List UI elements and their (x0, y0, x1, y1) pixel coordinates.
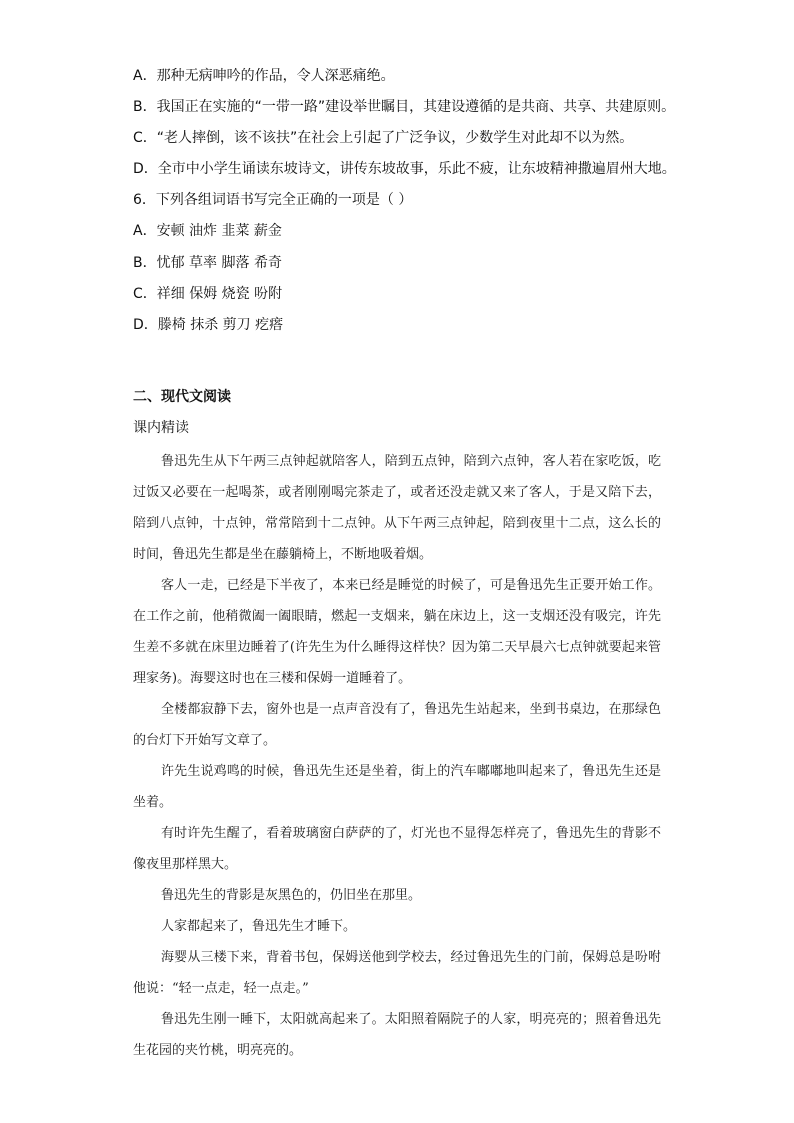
q6-stem: 6．下列各组词语书写完全正确的一项是（ ） (133, 192, 413, 208)
passage-paragraph-9: 鲁迅先生刚一睡下，太阳就高起来了。太阳照着隔院子的人家，明亮亮的；照着鲁迅先生花园的夹竹桃，明亮亮的。 (133, 1012, 661, 1058)
q6-option-b: B．忧郁 草率 脚落 希奇 (133, 255, 282, 271)
passage-paragraph-3: 全楼都寂静下去，窗外也是一点声音没有了，鲁迅先生站起来，坐到书桌边，在那绿色的台灯下开始写文章了。 (133, 702, 661, 748)
q5-option-d: D．全市中小学生诵读东坡诗文，讲传东坡故事，乐此不疲，让东坡精神撒遍眉州大地。 (133, 161, 676, 177)
section-subtitle: 课内精读 (133, 420, 189, 436)
q6-option-c: C．祥细 保姆 烧瓷 吩附 (133, 286, 283, 302)
passage-paragraph-6: 鲁迅先生的背影是灰黑色的，仍旧坐在那里。 (161, 888, 422, 903)
passage-paragraph-2: 客人一走，已经是下半夜了，本来已经是睡觉的时候了，可是鲁迅先生正要开始工作。在工作之前，他稍微阖一阖眼睛，燃起一支烟来，躺在床边上，这一支烟还没有吸完，许先生差不多就在床里边睡着了(许先生为什么睡得这样快？因为第二天早晨六七点钟就要起来管理家务)。海婴这时也在三楼和保姆一道睡着了。 (133, 578, 661, 686)
q5-option-b: B．我国正在实施的“一带一路”建设举世瞩目，其建设遵循的是共商、共享、共建原则。 (133, 99, 676, 115)
passage-paragraph-5: 有时许先生醒了，看着玻璃窗白萨萨的了，灯光也不显得怎样亮了，鲁迅先生的背影不像夜里那样黑大。 (133, 826, 661, 872)
q5-option-c: C．“老人摔倒，该不该扶”在社会上引起了广泛争议，少数学生对此却不以为然。 (133, 130, 634, 146)
passage-paragraph-8: 海婴从三楼下来，背着书包，保姆送他到学校去，经过鲁迅先生的门前，保姆总是吩咐他说：“轻一点走，轻一点走。” (133, 950, 661, 996)
passage-paragraph-7: 人家都起来了，鲁迅先生才睡下。 (161, 919, 357, 934)
q6-option-a: A．安顿 油炸 韭菜 薪金 (133, 223, 282, 239)
section-title: 二、现代文阅读 (133, 389, 231, 405)
passage-paragraph-4: 许先生说鸡鸣的时候，鲁迅先生还是坐着，街上的汽车嘟嘟地叫起来了，鲁迅先生还是坐着。 (133, 764, 661, 810)
q5-option-a: A．那种无病呻吟的作品，令人深恶痛绝。 (133, 68, 395, 84)
q6-option-d: D．滕椅 抹杀 剪刀 疙瘩 (133, 317, 284, 333)
passage-paragraph-1: 鲁迅先生从下午两三点钟起就陪客人，陪到五点钟，陪到六点钟，客人若在家吃饭，吃过饭又必要在一起喝茶，或者刚刚喝完茶走了，或者还没走就又来了客人，于是又陪下去，陪到八点钟，十点钟，常常陪到十二点钟。从下午两三点钟起，陪到夜里十二点，这么长的时间，鲁迅先生都是坐在藤躺椅上，不断地吸着烟。 (133, 454, 661, 562)
